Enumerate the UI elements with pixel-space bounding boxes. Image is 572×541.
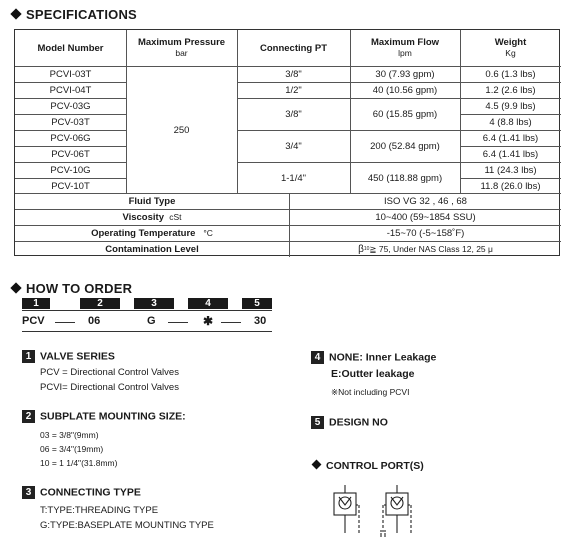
flow-cell: 40 (10.56 gpm) [372, 85, 438, 96]
flow-cell: 450 (118.88 gpm) [367, 172, 443, 184]
section-valve-series-title: 1 VALVE SERIES [22, 350, 115, 363]
contamination-label: Contamination Level [105, 244, 199, 255]
pressure-cell: 250 [173, 124, 190, 136]
header-weight: Weight Kg [494, 37, 527, 58]
header-model-number: Model Number [37, 42, 104, 54]
model-cell: PCVI-04T [49, 85, 92, 96]
header-maximum-flow: Maximum Flow lpm [370, 37, 440, 58]
leakage-outter: E:Outter leakage [331, 368, 415, 380]
weight-cell: 6.4 (1.41 lbs) [482, 133, 539, 144]
weight-cell: 0.6 (1.3 lbs) [485, 69, 536, 80]
diamond-bullet-icon [10, 8, 21, 19]
connecting-cell: 3/8" [285, 109, 302, 120]
position-box: 3 [134, 298, 174, 309]
model-cell: PCV-10T [51, 180, 90, 192]
position-box: 5 [242, 298, 272, 309]
connecting-cell: 3/4" [285, 141, 302, 152]
diamond-bullet-icon [10, 282, 21, 293]
viscosity-label: Viscosity cSt [122, 212, 182, 223]
subplate-line: 06 = 3/4"(19mm) [40, 444, 104, 454]
weight-cell: 11.8 (26.0 lbs) [480, 180, 541, 192]
connecting-cell: 1-1/4" [280, 172, 307, 184]
position-box: 2 [80, 298, 120, 309]
specifications-title: SPECIFICATIONS [26, 7, 137, 22]
weight-cell: 6.4 (1.41 lbs) [482, 149, 539, 160]
order-code: PCV [22, 315, 45, 327]
how-to-order-heading [12, 281, 132, 296]
model-cell: PCV-03G [50, 101, 91, 112]
model-cell: PCVI-03T [49, 69, 92, 80]
model-cell: PCV-10G [50, 165, 91, 176]
fluid-type-value: ISO VG 32 , 46 , 68 [384, 196, 467, 207]
valve-series-line: PCVI= Directional Control Valves [40, 382, 179, 393]
diamond-bullet-icon [312, 460, 322, 470]
flow-cell: 200 (52.84 gpm) [370, 141, 440, 152]
order-code: ✱ [203, 314, 214, 328]
connecting-cell: 3/8" [285, 69, 302, 80]
subplate-line: 03 = 3/8"(9mm) [40, 430, 99, 440]
section-leakage-title: 4 NONE: Inner Leakage [311, 351, 436, 364]
connecting-cell: 1/2" [285, 85, 302, 96]
section-subplate-title: 2 SUBPLATE MOUNTING SIZE: [22, 410, 186, 423]
order-code-strip [22, 298, 272, 332]
subplate-line: 10 = 1 1/4"(31.8mm) [40, 458, 118, 468]
model-cell: PCV-06T [51, 149, 90, 160]
specifications-table [14, 29, 560, 256]
flow-cell: 30 (7.93 gpm) [375, 69, 435, 80]
connecting-type-line: G:TYPE:BASEPLATE MOUNTING TYPE [40, 520, 214, 531]
specifications-heading [12, 7, 137, 22]
contamination-value: β 10 ≧ 75, Under NAS Class 12, 25 μ [358, 244, 493, 255]
leakage-note: ※Not including PCVI [331, 387, 410, 397]
weight-cell: 11 (24.3 lbs) [484, 165, 537, 176]
fluid-type-label: Fluid Type [128, 196, 176, 207]
connecting-type-line: T:TYPE:THREADING TYPE [40, 505, 159, 516]
control-port-heading: CONTROL PORT(S) [313, 460, 424, 472]
control-port-schematic [325, 485, 425, 541]
flow-cell: 60 (15.85 gpm) [372, 109, 438, 120]
header-maximum-pressure: Maximum Pressure bar [137, 37, 226, 58]
section-connecting-type-title: 3 CONNECTING TYPE [22, 486, 141, 499]
valve-series-line: PCV = Directional Control Valves [40, 367, 179, 378]
temperature-label: Operating Temperature °C [91, 228, 213, 239]
weight-cell: 4.5 (9.9 lbs) [485, 101, 536, 112]
header-connecting-pt: Connecting PT [259, 42, 328, 54]
model-cell: PCV-06G [50, 133, 91, 144]
order-code: 30 [254, 315, 267, 327]
section-design-no-title: 5 DESIGN NO [311, 416, 388, 429]
temperature-value: -15~70 (-5~158˚F) [386, 228, 465, 239]
viscosity-value: 10~400 (59~1854 SSU) [375, 212, 476, 223]
weight-cell: 1.2 (2.6 lbs) [485, 85, 536, 96]
position-box: 1 [22, 298, 50, 309]
position-box: 4 [188, 298, 228, 309]
order-code: G [147, 315, 156, 327]
weight-cell: 4 (8.8 lbs) [489, 117, 532, 128]
model-cell: PCV-03T [51, 117, 90, 128]
how-to-order-title: HOW TO ORDER [26, 281, 133, 296]
order-code: 06 [88, 315, 101, 327]
